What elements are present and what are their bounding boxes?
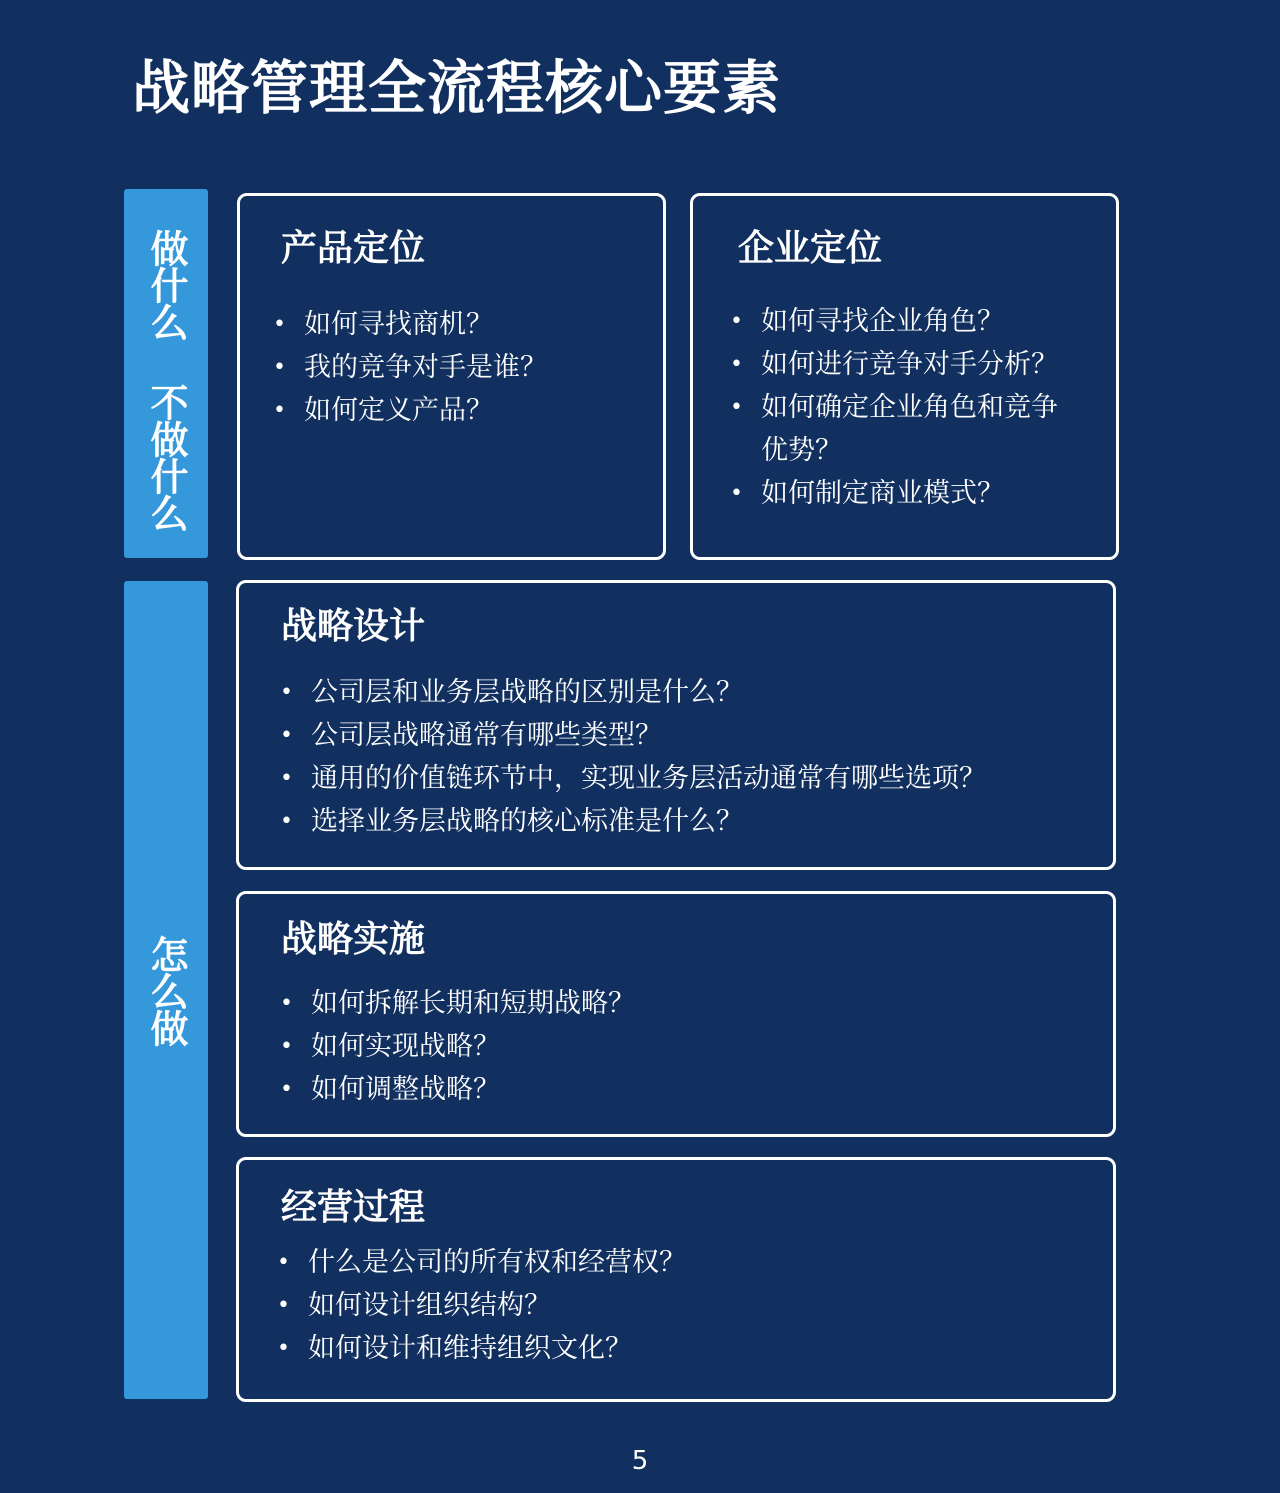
product-positioning-card bbox=[237, 193, 666, 560]
list-item: • 如何寻找企业角色？ bbox=[730, 300, 1060, 343]
list-item: • 公司层战略通常有哪些类型？ bbox=[280, 714, 986, 757]
operation-process-card bbox=[236, 1157, 1116, 1402]
page-number: 5 bbox=[631, 1446, 649, 1476]
product-positioning-heading: 产品定位 bbox=[281, 228, 426, 269]
strategy-implementation-card bbox=[236, 891, 1116, 1137]
strategy-design-card bbox=[236, 580, 1116, 870]
list-item: • 如何实现战略？ bbox=[280, 1025, 635, 1068]
enterprise-positioning-card bbox=[690, 193, 1119, 560]
list-item: • 如何调整战略？ bbox=[280, 1068, 635, 1111]
list-item: • 如何进行竞争对手分析？ bbox=[730, 343, 1060, 386]
strategy-implementation-heading: 战略实施 bbox=[281, 919, 426, 960]
list-item: • 如何制定商业模式？ bbox=[730, 472, 1060, 515]
list-item: • 如何设计组织结构？ bbox=[277, 1284, 686, 1327]
strategy-design-heading: 战略设计 bbox=[281, 606, 426, 647]
enterprise-positioning-heading: 企业定位 bbox=[738, 228, 883, 269]
page-title: 战略管理全流程核心要素 bbox=[132, 54, 782, 122]
side-tab-how-to-do bbox=[124, 581, 208, 1399]
list-item: • 我的竞争对手是谁？ bbox=[273, 346, 547, 389]
side-tab-what-to-do bbox=[124, 189, 208, 558]
list-item: • 什么是公司的所有权和经营权？ bbox=[277, 1241, 686, 1284]
list-item: • 通用的价值链环节中，实现业务层活动通常有哪些选项？ bbox=[280, 757, 986, 800]
operation-process-list bbox=[277, 1241, 686, 1370]
product-positioning-list bbox=[273, 303, 547, 432]
operation-process-heading: 经营过程 bbox=[281, 1187, 426, 1228]
strategy-design-list bbox=[280, 671, 986, 843]
list-item: • 选择业务层战略的核心标准是什么？ bbox=[280, 800, 986, 843]
list-item: • 如何寻找商机？ bbox=[273, 303, 547, 346]
side-tab-what-to-do-label: 做什么 不做什么 bbox=[144, 229, 188, 531]
list-item: • 如何拆解长期和短期战略？ bbox=[280, 982, 635, 1025]
list-item: • 如何设计和维持组织文化？ bbox=[277, 1327, 686, 1370]
list-item: • 如何定义产品？ bbox=[273, 389, 547, 432]
list-item: • 公司层和业务层战略的区别是什么？ bbox=[280, 671, 986, 714]
list-item: • 如何确定企业角色和竞争优势？ bbox=[730, 386, 1060, 472]
side-tab-how-to-do-label: 怎么做 bbox=[144, 934, 188, 1046]
enterprise-positioning-list bbox=[730, 300, 1060, 515]
strategy-implementation-list bbox=[280, 982, 635, 1111]
